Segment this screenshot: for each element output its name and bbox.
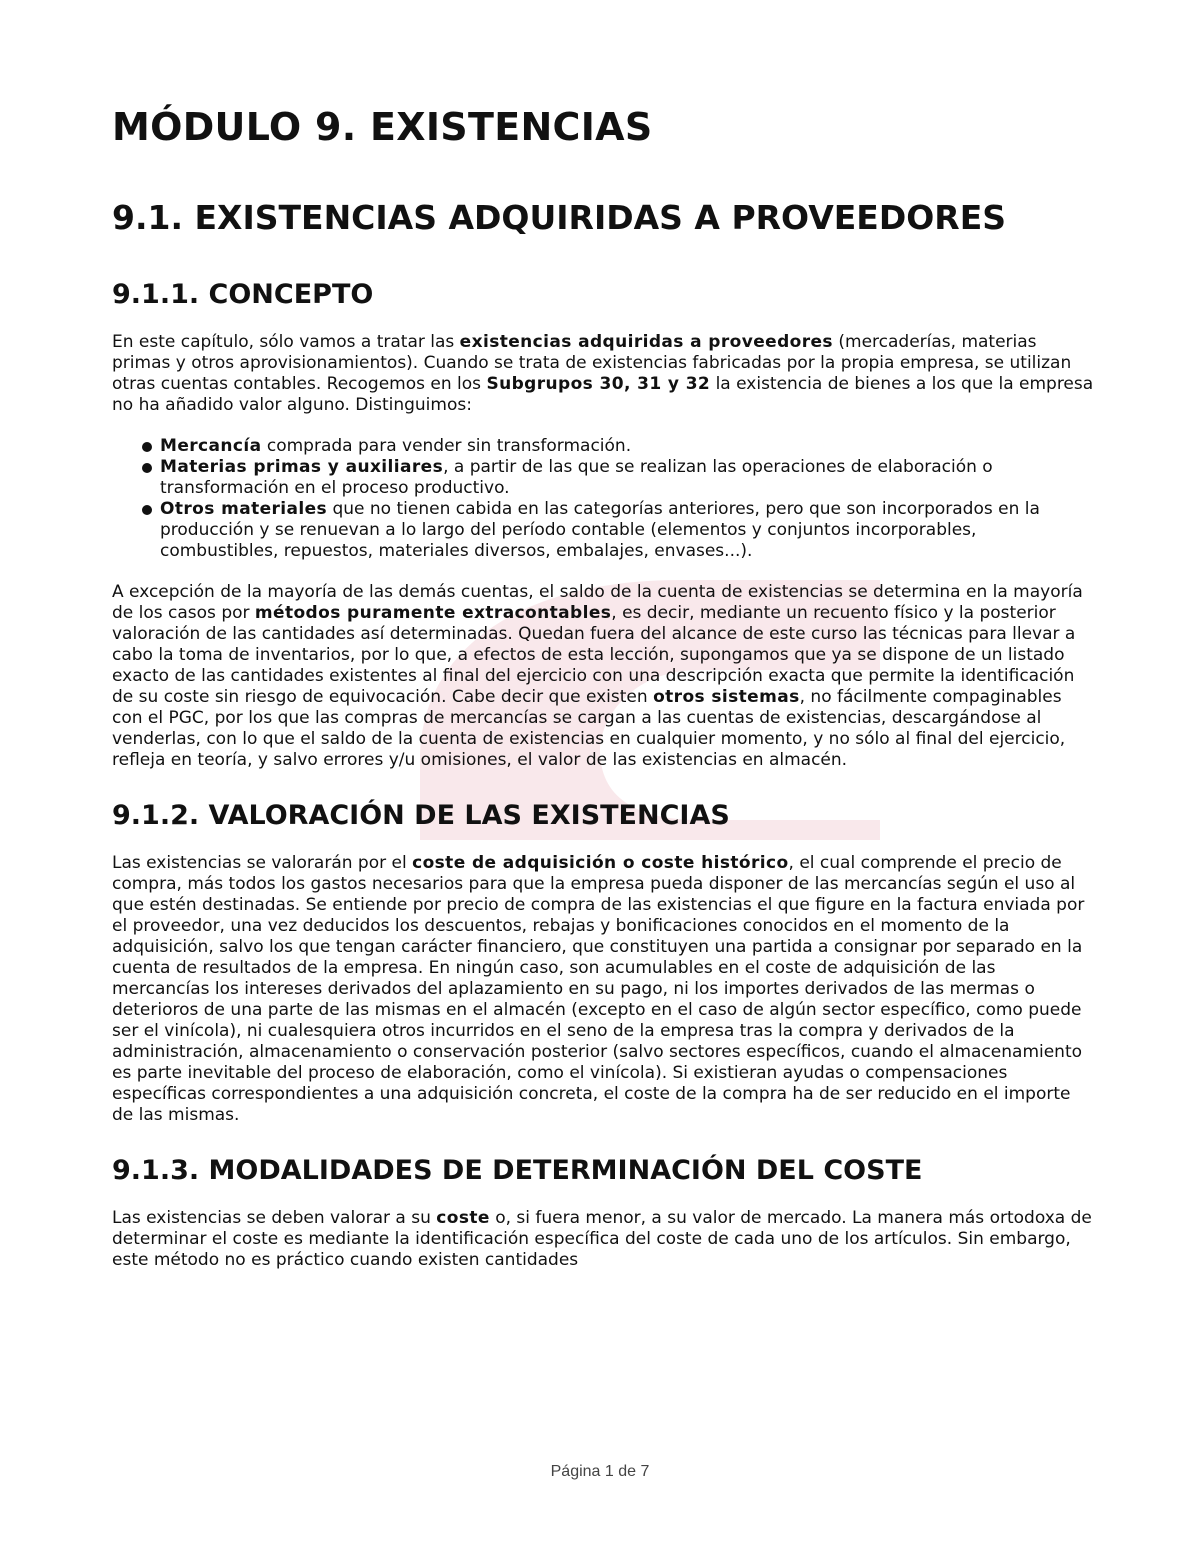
list-item: Materias primas y auxiliares, a partir de las que se realizan las operaciones de elaboración o transformación en el proceso productivo.: [140, 457, 1097, 499]
bullet-icon: [142, 442, 152, 452]
modalidades-paragraph: Las existencias se deben valorar a su coste o, si fuera menor, a su valor de mercado. La manera más ortodoxa de determinar el coste es mediante la identificación específica del coste de cada uno de los artículos. Sin embargo, este método no es práctico cuando existen cantidades: [112, 1208, 1092, 1270]
module-title: MÓDULO 9. EXISTENCIAS: [112, 105, 653, 149]
concepto-paragraph: En este capítulo, sólo vamos a tratar las existencias adquiridas a proveedores (mercaderías, materias primas y otros aprovisionamientos). Cuando se trata de existencias fabricadas por la propia empresa, se utilizan otras cuentas contables. Recogemos en los Subgrupos 30, 31 y 32 la existencia de bienes a los que la empresa no ha añadido valor alguno. Distinguimos:: [112, 332, 1094, 415]
page-footer: Página 1 de 7: [550, 1463, 650, 1480]
concepto-heading: 9.1.1. CONCEPTO: [112, 279, 374, 310]
section-title: 9.1. EXISTENCIAS ADQUIRIDAS A PROVEEDORES: [112, 198, 1006, 237]
document-page: [112, 104, 1097, 1291]
extracontables-paragraph: A excepción de la mayoría de las demás cuentas, el saldo de la cuenta de existencias se determina en la mayoría de los casos por métodos puramente extracontables, es decir, mediante un recuento físico y la posterior valoración de las cantidades así determinadas. Quedan fuera del alcance de este curso las técnicas para llevar a cabo la toma de inventarios, por lo que, a efectos de esta lección, supongamos que ya se dispone de un listado exacto de las cantidades existentes al final del ejercicio con una descripción exacta que permite la identificación de su coste sin riesgo de equivocación. Cabe decir que existen otros sistemas, no fácilmente compaginables con el PGC, por los que las compras de mercancías se cargan a las cuentas de existencias, descargándose al venderlas, con lo que el saldo de la cuenta de existencias en cualquier momento, y no sólo al final del ejercicio, refleja en teoría, y salvo errores y/u omisiones, el valor de las existencias en almacén.: [112, 582, 1083, 770]
list-item: Mercancía comprada para vender sin transformación.: [140, 436, 1097, 457]
modalidades-heading: 9.1.3. MODALIDADES DE DETERMINACIÓN DEL COSTE: [112, 1155, 923, 1186]
bullet-icon: [142, 463, 152, 473]
list-item: Otros materiales que no tienen cabida en las categorías anteriores, pero que son incorporados en la producción y se renuevan a lo largo del período contable (elementos y conjuntos incorporables, combustibles, repuestos, materiales diversos, embalajes, envases...).: [140, 499, 1097, 562]
existencias-list: [112, 436, 1097, 562]
valoracion-paragraph: Las existencias se valorarán por el coste de adquisición o coste histórico, el cual comprende el precio de compra, más todos los gastos necesarios para que la empresa pueda disponer de las mercancías según el uso al que estén destinadas. Se entiende por precio de compra de las existencias el que figure en la factura enviada por el proveedor, una vez deducidos los descuentos, rebajas y bonificaciones conocidos en el momento de la adquisición, salvo los que tengan carácter financiero, que constituyen una partida a consignar por separado en la cuenta de resultados de la empresa. En ningún caso, son acumulables en el coste de adquisición de las mercancías los intereses derivados del aplazamiento en su pago, ni los importes derivados de las mermas o deterioros de una parte de las mismas en el almacén (excepto en el caso de algún sector específico, como puede ser el vinícola), ni cualesquiera otros incurridos en el seno de la empresa tras la compra y derivados de la administración, almacenamiento o conservación posterior (salvo sectores específicos, cuando el almacenamiento es parte inevitable del proceso de elaboración, como el vinícola). Si existieran ayudas o compensaciones específicas correspondientes a una adquisición concreta, el coste de la compra ha de ser reducido en el importe de las mismas.: [112, 853, 1085, 1125]
valoracion-heading: 9.1.2. VALORACIÓN DE LAS EXISTENCIAS: [112, 800, 730, 831]
bullet-icon: [142, 505, 152, 515]
